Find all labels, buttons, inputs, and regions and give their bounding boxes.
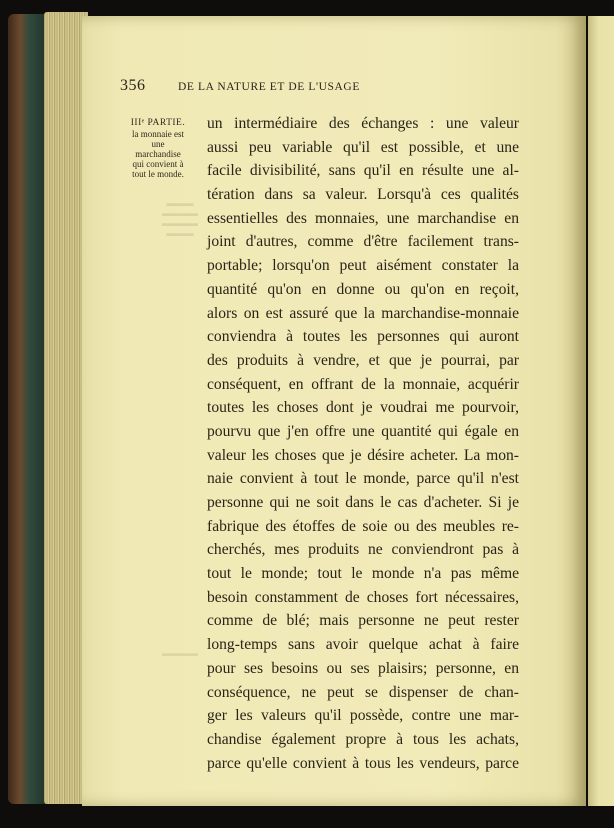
text-line: tération dans sa valeur. Lorsqu'à ces qualités xyxy=(207,186,519,204)
margin-note-line: une xyxy=(151,139,165,149)
text-line: personne qui ne soit dans le cas d'acheter. Si je xyxy=(207,494,519,511)
text-line: cherchés, mes produits ne conviendront pas à xyxy=(207,541,519,559)
margin-note-line: marchandise xyxy=(135,149,181,159)
page-number: 356 xyxy=(120,77,146,94)
text-line: pour ses besoins ou ses plaisirs; personne, en xyxy=(207,659,519,677)
text-line: long-temps sans avoir quelque achat à faire xyxy=(207,636,519,654)
text-line: un intermédiaire des échanges : une valeur xyxy=(207,115,519,132)
text-line: comme de blé; mais personne ne peut rester xyxy=(207,612,519,630)
margin-note xyxy=(114,118,202,179)
bleed-through-mark: ▬▬▬▬ xyxy=(162,648,198,658)
text-line: conviendra à toutes les personnes qui auront xyxy=(207,328,519,346)
text-line: chandise également propre à tous les achats, xyxy=(207,730,519,748)
book-spine xyxy=(8,14,48,804)
text-line: facile divisibilité, sans qu'il en résulte une al- xyxy=(207,162,519,180)
running-title: DE LA NATURE ET DE L'USAGE xyxy=(178,81,360,93)
margin-note-line: la monnaie est xyxy=(132,129,184,139)
text-line: tout le monde; tout le monde n'a pas même xyxy=(207,565,519,583)
text-line: aussi peu variable qu'il est possible, et une xyxy=(207,138,519,156)
text-line: conséquent, en offrant de la monnaie, acquérir xyxy=(207,375,519,393)
text-line: toutes les choses dont je voudrai me pourvoir, xyxy=(207,399,519,417)
text-line: essentielles des monnaies, une marchandise en xyxy=(207,209,519,227)
text-line: pourvu que j'en offre une quantité qui égale en xyxy=(207,422,519,440)
page-header xyxy=(120,77,520,101)
bleed-through-mark: ▬▬▬ ▬▬▬▬ ▬▬▬▬ ▬▬▬ xyxy=(162,198,198,238)
text-line: valeur les choses que je désire acheter. La mon- xyxy=(207,446,519,464)
text-line: parce qu'elle convient à tous les vendeurs, parce xyxy=(207,754,519,772)
text-line: fabrique des étoffes de soie ou des meubles re- xyxy=(207,517,519,535)
margin-note-line: tout le monde. xyxy=(132,169,184,179)
text-line: ger les valeurs qu'il possède, contre une mar- xyxy=(207,707,519,725)
text-line: naie convient à tout le monde, parce qu'il n'est xyxy=(207,470,519,488)
margin-note-line: qui convient à xyxy=(132,159,184,169)
text-line: des produits à vendre, et que je pourrai, par xyxy=(207,351,519,369)
text-line: quantité qu'on en donne ou qu'on en reçoit, xyxy=(207,280,519,298)
text-line: besoin constamment de choses fort nécessaires, xyxy=(207,588,519,606)
body-text xyxy=(207,112,519,775)
text-line: portable; lorsqu'on peut aisément constater la xyxy=(207,257,519,275)
text-line: conséquence, ne peut se dispenser de chan- xyxy=(207,683,519,701)
facing-page-edge xyxy=(588,16,614,806)
text-line: alors on est assuré que la marchandise-monnaie xyxy=(207,304,519,322)
margin-note-part: IIIᵉ PARTIE. xyxy=(130,118,186,128)
text-line: joint d'autres, comme d'être facilement trans- xyxy=(207,233,519,251)
